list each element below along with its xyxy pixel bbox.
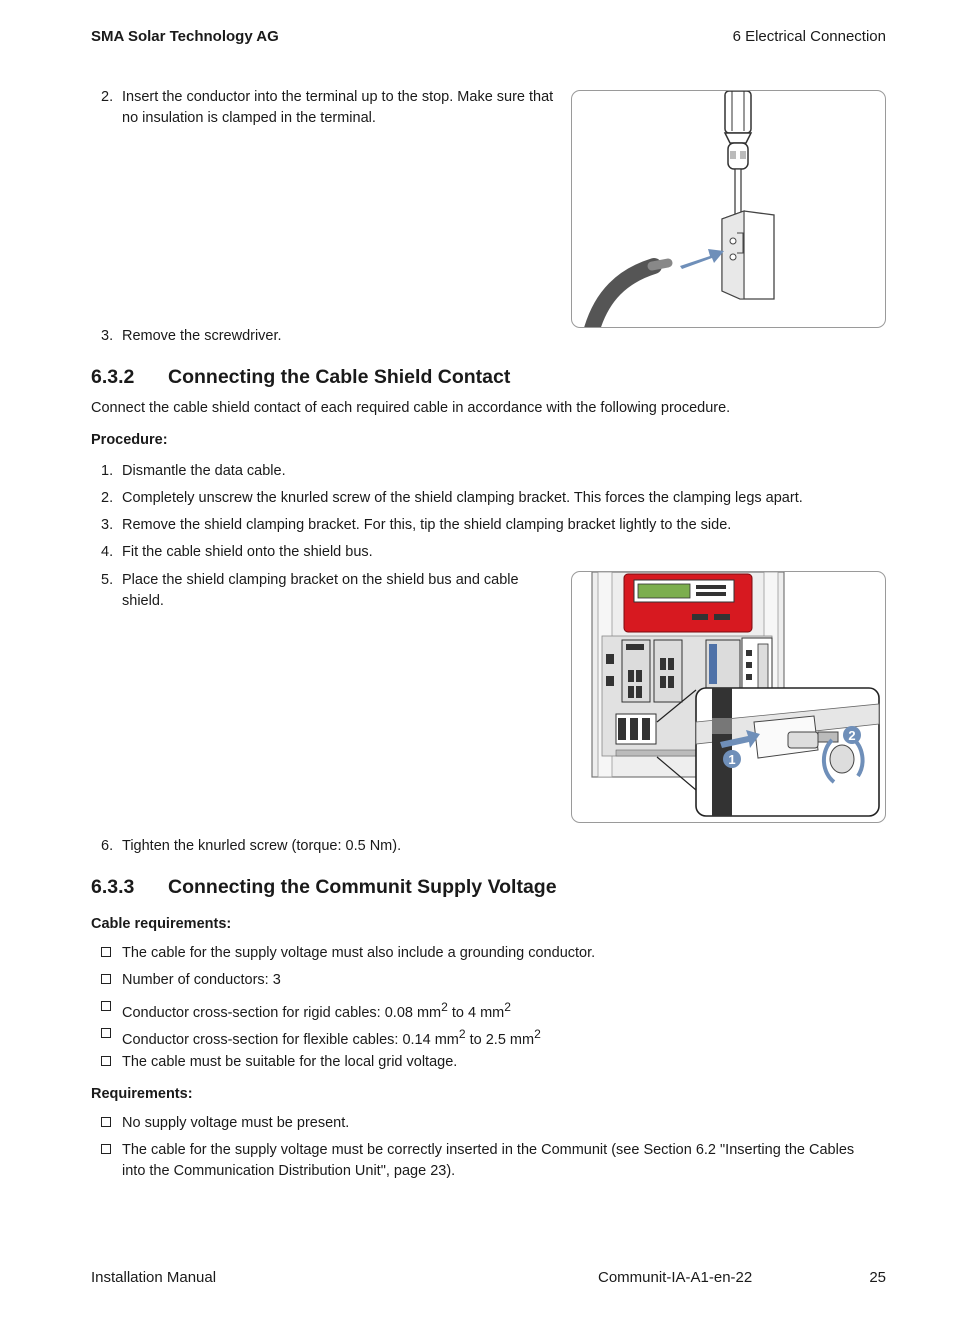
list-item: [101, 1140, 891, 1182]
checkbox-icon: [101, 1028, 111, 1038]
step-line: Insert the conductor into the terminal up to the stop. Make sure that: [122, 89, 554, 105]
step-line: no insulation is clamped in the terminal.: [122, 110, 376, 126]
requirement-text: Number of conductors: 3: [122, 972, 281, 988]
requirement-text: No supply voltage must be present.: [122, 1115, 350, 1131]
list-item: [101, 970, 881, 991]
list-item: [101, 1113, 881, 1134]
section-title: Connecting the Cable Shield Contact: [168, 366, 511, 388]
procedure-label: Procedure:: [91, 432, 168, 448]
requirement-text: [122, 997, 511, 1024]
requirements-label: Requirements:: [91, 1086, 193, 1102]
requirement-text: The cable for the supply voltage must also include a grounding conductor.: [122, 945, 596, 961]
requirement-line: into the Communication Distribution Unit", page 23).: [122, 1163, 456, 1179]
requirement-text: The cable must be suitable for the local grid voltage.: [122, 1054, 458, 1070]
list-item: [101, 542, 881, 563]
list-item: [101, 943, 881, 964]
section-heading: [91, 366, 510, 389]
list-item: [101, 326, 401, 347]
text-part: Conductor cross-section for flexible cables: 0.14 mm: [122, 1031, 459, 1048]
superscript: 2: [441, 1000, 448, 1014]
section-title: Connecting the Communit Supply Voltage: [168, 876, 557, 898]
checkbox-icon: [101, 1144, 111, 1154]
step-text: Remove the shield clamping bracket. For this, tip the shield clamping bracket lightly to the side.: [122, 517, 732, 533]
checkbox-icon: [101, 1001, 111, 1011]
list-item: [101, 461, 881, 482]
page-number: 25: [869, 1269, 886, 1286]
text-part: to 2.5 mm: [465, 1031, 535, 1048]
step-line: shield.: [122, 593, 164, 609]
step-line: Place the shield clamping bracket on the shield bus and cable: [122, 572, 519, 588]
callout-1: 1: [728, 752, 736, 767]
list-item: [101, 488, 881, 509]
section-number: 6.3.2: [91, 366, 135, 388]
callout-2: 2: [848, 728, 856, 743]
requirement-line: The cable for the supply voltage must be correctly inserted in the Communit (see Section 6.2 "Inserting the Cables: [122, 1142, 855, 1158]
step-text: Dismantle the data cable.: [122, 463, 286, 479]
step-text: [122, 87, 553, 129]
cable-requirements-label: Cable requirements:: [91, 916, 232, 932]
list-item: [101, 87, 561, 129]
header-chapter: 6 Electrical Connection: [732, 28, 886, 45]
step-number: 3.: [101, 517, 114, 533]
step-number: 5.: [101, 572, 114, 588]
step-number: 3.: [101, 328, 114, 344]
step-number: 2.: [101, 89, 114, 105]
checkbox-icon: [101, 974, 111, 984]
step-text: Tighten the knurled screw (torque: 0.5 Nm).: [122, 838, 402, 854]
superscript: 2: [458, 1027, 466, 1041]
list-item: [101, 1052, 881, 1073]
list-item: [101, 515, 881, 536]
header-company: SMA Solar Technology AG: [91, 28, 279, 45]
list-item: [101, 997, 881, 1021]
list-item: [101, 836, 501, 857]
step-number: 2.: [101, 490, 114, 506]
superscript: 2: [504, 1000, 511, 1014]
section-number: 6.3.3: [91, 876, 135, 898]
section-heading: [91, 876, 557, 899]
list-item: [101, 1024, 881, 1048]
shield-bracket-illustration: [572, 572, 886, 823]
footer-doc-type: Installation Manual: [91, 1269, 217, 1286]
figure-terminal-screwdriver: [571, 90, 886, 328]
step-number: 6.: [101, 838, 114, 854]
figure-shield-bracket: [571, 571, 886, 823]
checkbox-icon: [101, 1117, 111, 1127]
requirement-text: [122, 1024, 541, 1051]
step-text: Remove the screwdriver.: [122, 328, 282, 344]
checkbox-icon: [101, 947, 111, 957]
step-text: Completely unscrew the knurled screw of the shield clamping bracket. This forces the clamping legs apart.: [122, 490, 803, 506]
text-part: Conductor cross-section for rigid cables: 0.08 mm: [122, 1004, 442, 1021]
section-intro: Connect the cable shield contact of each required cable in accordance with the following procedure.: [91, 400, 731, 416]
superscript: 2: [534, 1027, 541, 1041]
footer-doc-code: Communit-IA-A1-en-22: [598, 1269, 753, 1286]
checkbox-icon: [101, 1056, 111, 1066]
terminal-illustration: [572, 91, 886, 328]
step-number: 4.: [101, 544, 114, 560]
requirement-text: [122, 1140, 854, 1182]
text-part: to 4 mm: [447, 1004, 505, 1021]
step-text: Fit the cable shield onto the shield bus.: [122, 544, 373, 560]
step-text: [122, 570, 519, 612]
step-number: 1.: [101, 463, 114, 479]
list-item: [101, 570, 551, 612]
